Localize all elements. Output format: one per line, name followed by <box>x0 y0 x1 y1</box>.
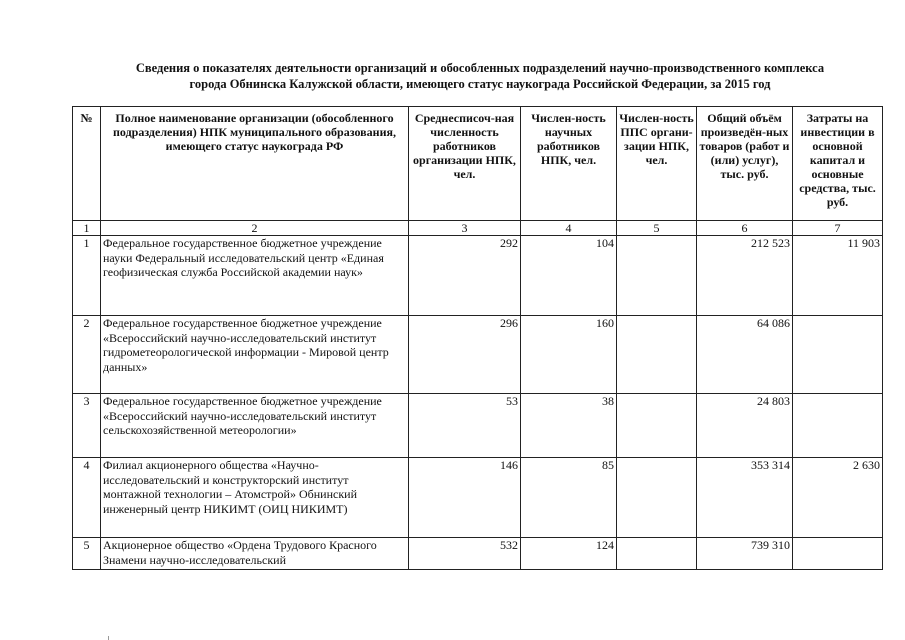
output-cell: 353 314 <box>697 458 793 538</box>
output-cell: 739 310 <box>697 538 793 570</box>
pps-staff-cell <box>617 538 697 570</box>
org-name: Федеральное государственное бюджетное учреждение «Всероссийский научно-исследовательский институт сельскохозяйственной метеорологии» <box>101 394 409 458</box>
header-org-name: Полное наименование организации (обособленного подразделения) НПК муниципального образования, имеющего статус наукограда РФ <box>101 107 409 221</box>
column-index: 3 <box>409 221 521 236</box>
document-title <box>60 60 900 92</box>
investment-cell: 2 630 <box>793 458 883 538</box>
table-row <box>73 236 883 316</box>
row-number: 1 <box>73 236 101 316</box>
output-cell: 24 803 <box>697 394 793 458</box>
column-index: 5 <box>617 221 697 236</box>
header-number: № <box>73 107 101 221</box>
pps-staff-cell <box>617 316 697 394</box>
pps-staff-cell <box>617 394 697 458</box>
pps-staff-cell <box>617 236 697 316</box>
investment-cell <box>793 394 883 458</box>
title-line-1: Сведения о показателях деятельности организаций и обособленных подразделений научно-производственного комплекса <box>135 61 825 75</box>
indicators-table <box>72 106 883 570</box>
row-number: 2 <box>73 316 101 394</box>
org-name: Федеральное государственное бюджетное учреждение науки Федеральный исследовательский центр «Единая геофизическая служба Российской академии наук» <box>101 236 409 316</box>
header-investment: Затраты на инвестиции в основной капитал и основные средства, тыс. руб. <box>793 107 883 221</box>
table-row <box>73 458 883 538</box>
header-pps-staff: Числен-ность ППС органи-зации НПК, чел. <box>617 107 697 221</box>
header-sci-staff: Числен-ность научных работников НПК, чел. <box>521 107 617 221</box>
pps-staff-cell <box>617 458 697 538</box>
sci-staff-cell: 104 <box>521 236 617 316</box>
investment-cell <box>793 316 883 394</box>
header-row <box>73 107 883 221</box>
avg-staff-cell: 53 <box>409 394 521 458</box>
row-number: 4 <box>73 458 101 538</box>
avg-staff-cell: 292 <box>409 236 521 316</box>
scan-mark <box>108 636 109 640</box>
row-number: 3 <box>73 394 101 458</box>
sci-staff-cell: 124 <box>521 538 617 570</box>
table-row <box>73 316 883 394</box>
investment-cell <box>793 538 883 570</box>
sci-staff-cell: 38 <box>521 394 617 458</box>
header-output: Общий объём произведён-ных товаров (работ и (или) услуг), тыс. руб. <box>697 107 793 221</box>
avg-staff-cell: 532 <box>409 538 521 570</box>
investment-cell: 11 903 <box>793 236 883 316</box>
column-index: 4 <box>521 221 617 236</box>
table-row <box>73 538 883 570</box>
table-row <box>73 394 883 458</box>
column-index: 2 <box>101 221 409 236</box>
output-cell: 64 086 <box>697 316 793 394</box>
sci-staff-cell: 160 <box>521 316 617 394</box>
output-cell: 212 523 <box>697 236 793 316</box>
column-index: 1 <box>73 221 101 236</box>
avg-staff-cell: 296 <box>409 316 521 394</box>
org-name: Акционерное общество «Ордена Трудового Красного Знамени научно-исследовательский <box>101 538 409 570</box>
sci-staff-cell: 85 <box>521 458 617 538</box>
org-name: Федеральное государственное бюджетное учреждение «Всероссийский научно-исследовательский институт гидрометеорологической информации - Мировой центр данных» <box>101 316 409 394</box>
title-line-2: города Обнинска Калужской области, имеющего статус наукограда Российской Федерации, за 2015 год <box>189 77 771 91</box>
header-avg-staff: Среднесписоч-ная численность работников организации НПК, чел. <box>409 107 521 221</box>
avg-staff-cell: 146 <box>409 458 521 538</box>
column-index: 7 <box>793 221 883 236</box>
column-index: 6 <box>697 221 793 236</box>
org-name: Филиал акционерного общества «Научно-исследовательский и конструкторский институт монтажной технологии – Атомстрой» Обнинский инженерный центр НИКИМТ (ОИЦ НИКИМТ) <box>101 458 409 538</box>
column-index-row <box>73 221 883 236</box>
row-number: 5 <box>73 538 101 570</box>
